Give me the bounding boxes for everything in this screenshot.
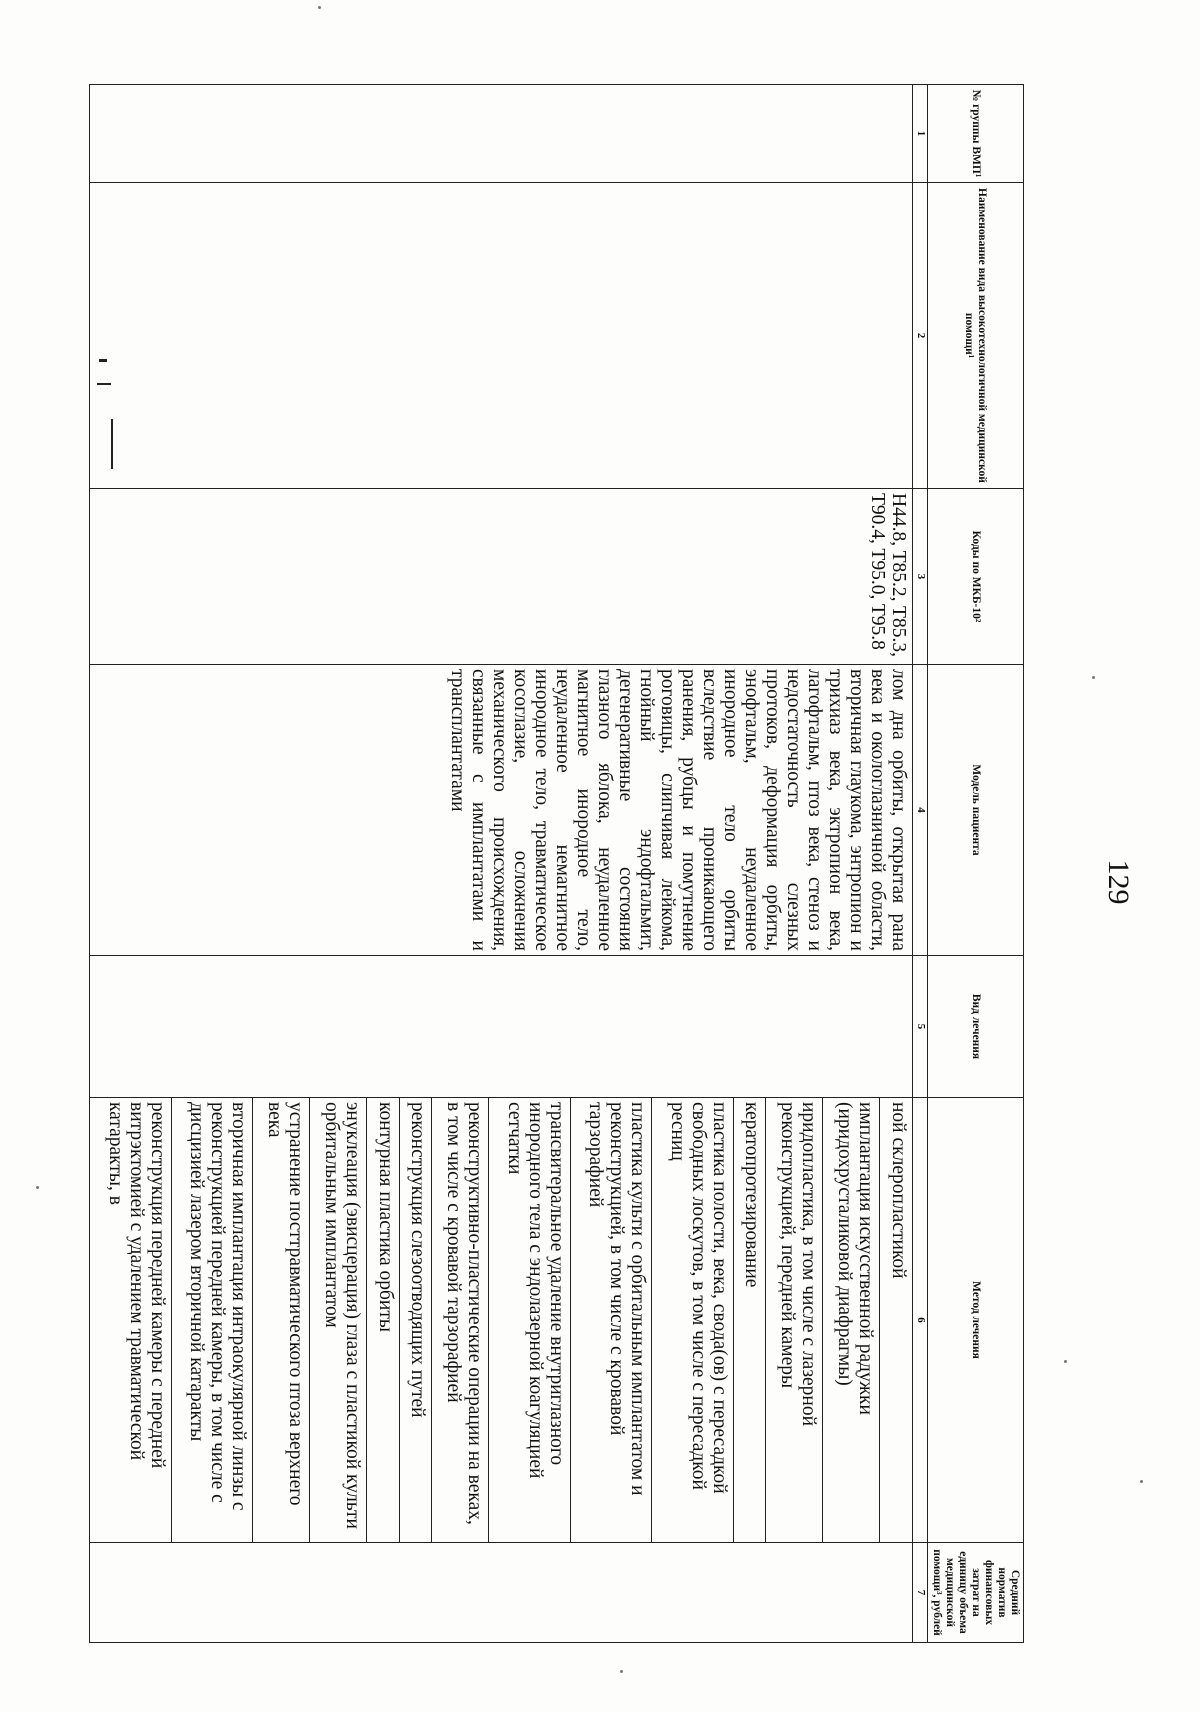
column-number: 6 xyxy=(913,1098,928,1543)
column-number: 4 xyxy=(913,665,928,956)
icd-codes-cell: H44.8, T85.2, T85.3, T90.4, T95.0, T95.8 xyxy=(90,489,913,665)
group-number-cell xyxy=(90,85,913,183)
table-row xyxy=(880,85,913,1643)
scan-speck xyxy=(318,6,321,9)
header-treatment-type: Вид лечения xyxy=(928,956,1024,1098)
scan-speck xyxy=(620,1670,623,1673)
treatment-method-cell: трансвитеральное удаление внутриглазного инородного тела с эндолазерной коагуляцией сетчатки xyxy=(489,1098,570,1543)
treatment-method-cell: пластика культи с орбитальным имплантатом и реконструкцией, в том числе с кровавой тарзорафией xyxy=(570,1098,651,1543)
header-cost-norm: Средний норматив финансовых затрат на единицу объема медицинской помощи³, рублей xyxy=(928,1543,1024,1643)
header-icd-codes: Коды по МКБ-10² xyxy=(928,489,1024,665)
treatment-method-cell: устранение посттравматического птоза верхнего века xyxy=(253,1098,310,1543)
treatment-method-cell: реконструкция слезоотводящих путей xyxy=(399,1098,432,1543)
treatment-method-cell: реконструктивно-пластические операции на веках, в том числе с кровавой тарзорафией xyxy=(432,1098,489,1543)
column-number-row xyxy=(913,85,928,1643)
treatment-method-cell: имплантация искусственной радужки (иридохрусталиковой диафрагмы) xyxy=(823,1098,880,1543)
treatment-method-cell: энуклеация (эвисцерация) глаза с пластикой культи орбитальным имплантатом xyxy=(310,1098,367,1543)
vmp-table xyxy=(89,84,1024,1643)
cost-norm-cell xyxy=(90,1543,913,1643)
treatment-type-cell xyxy=(90,956,913,1098)
table-header-row xyxy=(928,85,1024,1643)
treatment-method-cell: контурная пластика орбиты xyxy=(367,1098,400,1543)
header-care-type: Наименование вида высокотехнологичной медицинской помощи¹ xyxy=(928,183,1024,489)
scan-speck xyxy=(1092,676,1095,679)
column-number: 1 xyxy=(913,85,928,183)
treatment-method-cell: ной склеропластикой xyxy=(880,1098,913,1543)
column-number: 3 xyxy=(913,489,928,665)
scan-speck xyxy=(1064,1360,1067,1363)
treatment-method-cell: пластика полости, века, свода(ов) с пересадкой свободных лоскутов, в том числе с пересадкой ресниц xyxy=(652,1098,733,1543)
treatment-method-cell: вторичная имплантация интраокулярной линзы с реконструкцией передней камеры, в том числе с дисцизией лазером вторичной катаракты xyxy=(171,1098,252,1543)
rotated-table-sheet xyxy=(89,84,1024,1642)
scan-speck xyxy=(36,1186,39,1189)
page-number: 129 xyxy=(1102,859,1135,905)
treatment-method-cell: иридопластика, в том числе с лазерной реконструкцией, передней камеры xyxy=(766,1098,823,1543)
header-patient-model: Модель пациента xyxy=(928,665,1024,956)
header-group-number: № группы ВМП¹ xyxy=(928,85,1024,183)
column-number: 2 xyxy=(913,183,928,489)
patient-model-cell: лом дна орбиты, открытая рана века и окологлазничной области, вторичная глаукома, энтропион и трихиаз века, эктропион века, лагофтальм, птоз века, стеноз и недостаточность слезных протоков, деформация орбиты, энофтальм, неудаленное инородное тело орбиты вследствие проникающего ранения, рубцы и помутнение роговицы, слипчивая лейкома, гнойный эндофтальмит, дегенеративные состояния глазного яблока, неудаленное магнитное инородное тело, неудаленное немагнитное инородное тело, травматическое косоглазие, осложнения механического происхождения, связанные с имплантатами и трансплантатами xyxy=(90,665,913,956)
treatment-method-cell: кератопротезирование xyxy=(733,1098,766,1543)
header-treatment-method: Метод лечения xyxy=(928,1098,1024,1543)
treatment-method-cell: реконструкция передней камеры с передней витрэктомией с удалением травматической катаракты, в xyxy=(90,1098,172,1543)
scan-speck xyxy=(1140,1480,1143,1483)
care-type-cell xyxy=(90,183,913,489)
column-number: 5 xyxy=(913,956,928,1098)
column-number: 7 xyxy=(913,1543,928,1643)
